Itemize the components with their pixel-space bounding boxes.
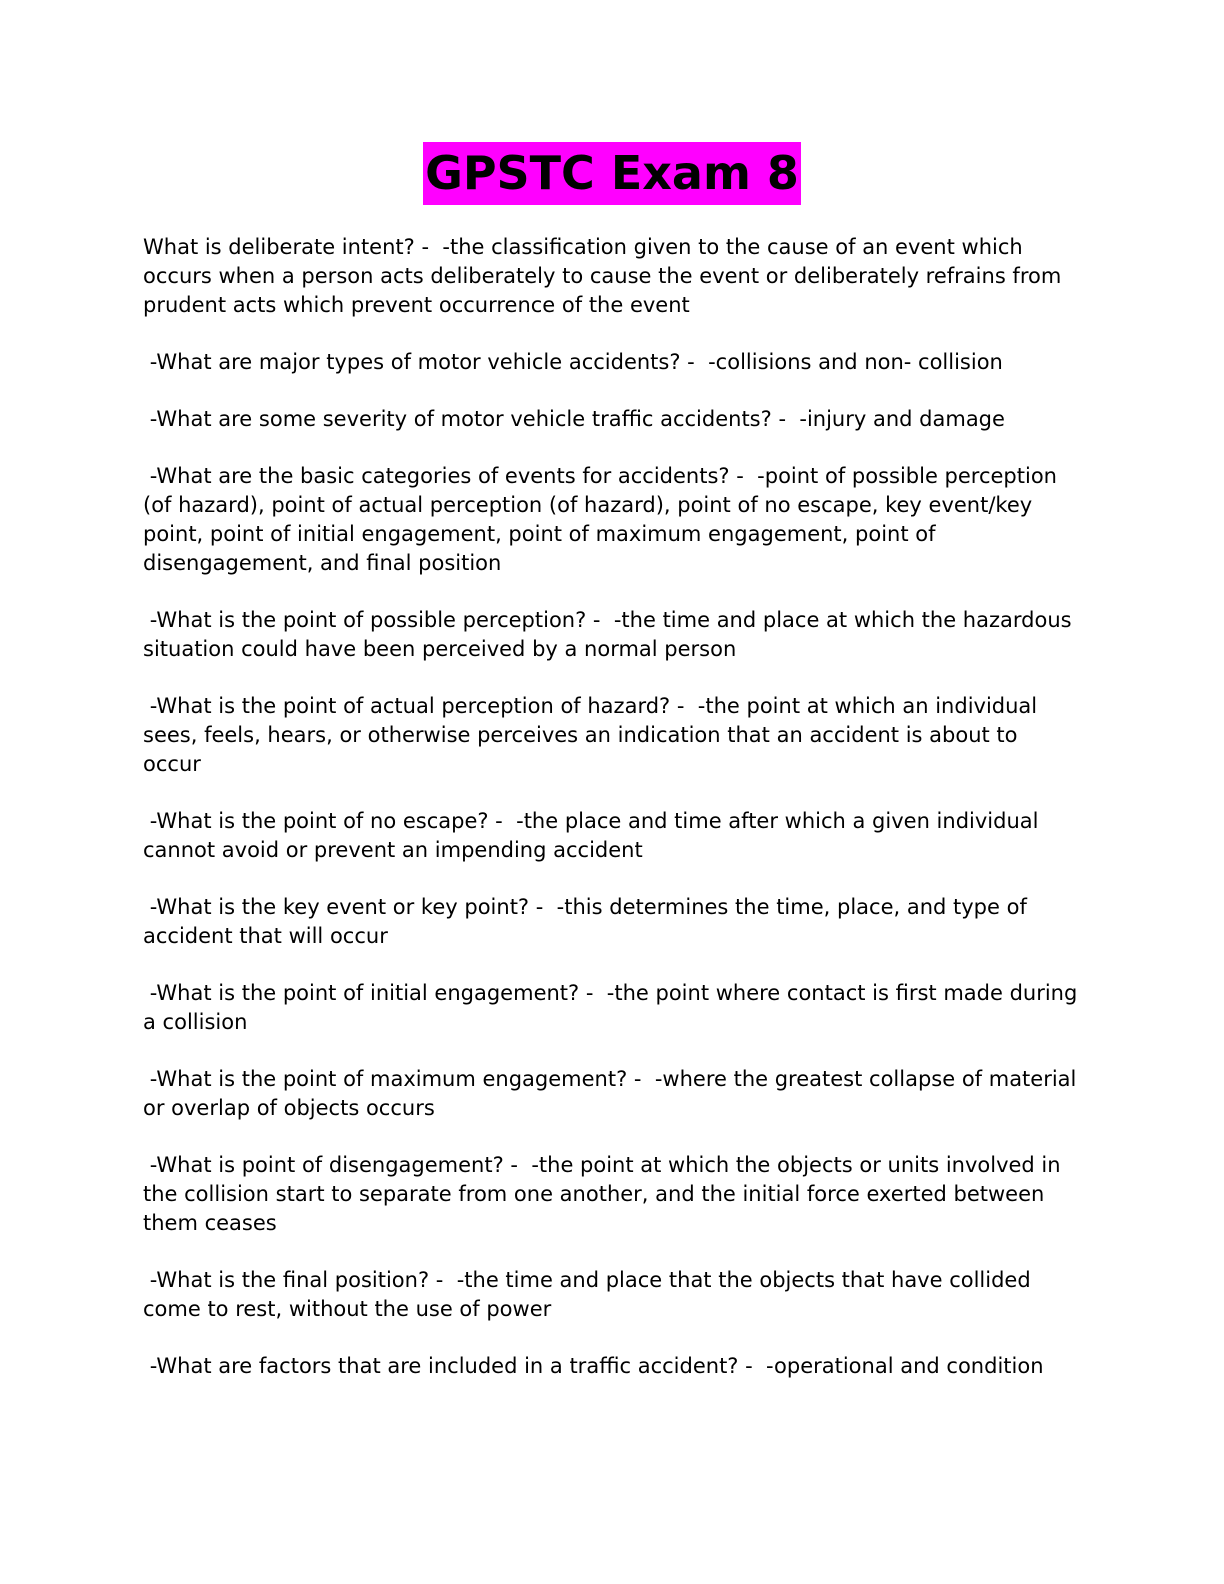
qa-entry: -What are some severity of motor vehicle traffic accidents? - -injury and damage bbox=[143, 407, 1005, 431]
qa-entry: What is deliberate intent? - -the classification given to the cause of an event which occurs when a person acts deliberately to cause the event or deliberately refrains from prudent acts which prevent occurrence of the event bbox=[143, 235, 1068, 317]
qa-entry: -What is the final position? - -the time and place that the objects that have collided come to rest, without the use of power bbox=[143, 1268, 1038, 1321]
qa-entry: -What are the basic categories of events for accidents? - -point of possible perception (of hazard), point of actual perception (of hazard), point of no escape, key event/key point, point of initial engagement, point of maximum engagement, point of disengagement, and final position bbox=[143, 464, 1064, 575]
qa-entry: -What is the point of initial engagement? - -the point where contact is first made during a collision bbox=[143, 981, 1085, 1034]
document-body bbox=[143, 233, 1085, 1409]
qa-entry: -What is the point of maximum engagement? - -where the greatest collapse of material or overlap of objects occurs bbox=[143, 1067, 1084, 1120]
qa-entry: -What is the point of actual perception of hazard? - -the point at which an individual sees, feels, hears, or otherwise perceives an indication that an accident is about to occur bbox=[143, 694, 1044, 776]
qa-entry: -What are factors that are included in a traffic accident? - -operational and condition bbox=[143, 1354, 1044, 1378]
qa-entry: -What are major types of motor vehicle accidents? - -collisions and non- collision bbox=[143, 350, 1003, 374]
qa-entry: -What is the point of no escape? - -the place and time after which a given individual cannot avoid or prevent an impending accident bbox=[143, 809, 1046, 862]
document-title: GPSTC Exam 8 bbox=[423, 142, 801, 205]
title-container bbox=[0, 142, 1224, 205]
qa-entry: -What is point of disengagement? - -the point at which the objects or units involved in the collision start to separate from one another, and the initial force exerted between them ceases bbox=[143, 1153, 1068, 1235]
qa-entry: -What is the key event or key point? - -this determines the time, place, and type of accident that will occur bbox=[143, 895, 1034, 948]
qa-entry: -What is the point of possible perception? - -the time and place at which the hazardous situation could have been perceived by a normal person bbox=[143, 608, 1079, 661]
